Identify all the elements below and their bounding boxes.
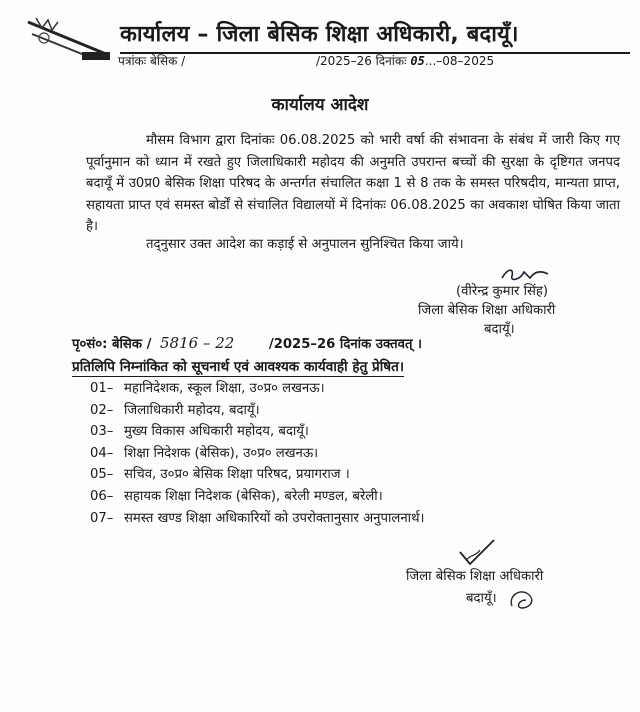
signatory-designation: जिला बेसिक शिक्षा अधिकारी: [418, 303, 556, 318]
compliance-paragraph: तद्नुसार उक्त आदेश का कड़ाई से अनुपालन सुनिश्चित किया जाये।: [146, 237, 464, 252]
tick-signature-icon: [456, 536, 498, 570]
list-item: 05– सचिव, उ०प्र० बेसिक शिक्षा परिषद, प्रयागराज ।: [90, 467, 350, 483]
list-item: 02– जिलाधिकारी महोदय, बदायूँ।: [90, 402, 260, 418]
signature-block: [418, 282, 618, 339]
list-item: 04– शिक्षा निदेशक (बेसिक), उ०प्र० लखनऊ।: [90, 445, 319, 461]
signatory-designation-2: जिला बेसिक शिक्षा अधिकारी: [406, 569, 544, 584]
signatory-place: बदायूँ।: [484, 322, 515, 337]
handwritten-date: 05: [410, 54, 425, 68]
office-title: कार्यालय – जिला बेसिक शिक्षा अधिकारी, बदायूँ।: [120, 18, 630, 54]
copy-intro: प्रतिलिपि निम्नांकित को सूचनार्थ एवं आवश्यक कार्यवाही हेतु प्रेषित।: [72, 356, 404, 377]
list-item: 03– मुख्य विकास अधिकारी महोदय, बदायूँ।: [90, 424, 309, 440]
signatory-name: (वीरेन्द्र कुमार सिंह): [456, 284, 549, 299]
list-item: 01– महानिदेशक, स्कूल शिक्षा, उ०प्र० लखनऊ।: [90, 381, 325, 396]
emblem-icon: [22, 14, 114, 66]
recipient-list: [90, 378, 425, 529]
copy-ref-prefix: पृ०सं०: बेसिक /: [72, 337, 152, 352]
date-suffix: ...–08–2025: [424, 54, 495, 68]
order-paragraph: मौसम विभाग द्वारा दिनांकः 06.08.2025 को भारी वर्षा की संभावना के संबंध में जारी किए गए पूर्वानुमान को ध्यान में रखते हुए जिलाधिकारी महोदय की अनुमति उपरान्त बच्चों की सुरक्षा के दृष्टिगत जनपद बदायूँ में उ0प्र0 बेसिक शिक्षा परिषद के अन्तर्गत संचालित कक्षा 1 से 8 तक के समस्त परिषदीय, मान्यता प्राप्त, सहायता प्राप्त एवं समस्त बोर्डों से संचालित विद्यालयों में दिनांकः 06.08.2025 का अवकाश घोषित किया जाता है।: [86, 133, 620, 234]
copy-ref-suffix: /2025–26 दिनांक उक्तवत् ।: [268, 337, 423, 352]
copy-reference: [72, 334, 422, 352]
order-heading: कार्यालय आदेश: [271, 95, 369, 115]
list-item: 07– समस्त खण्ड शिक्षा अधिकारियों को उपरोक्तानुसार अनुपालनार्थ।: [90, 510, 425, 526]
date-prefix: /2025–26 दिनांकः: [316, 54, 407, 68]
reference-date: [316, 52, 494, 69]
copy-ref-number: 5816 – 22: [159, 334, 235, 352]
signatory-place-2: बदायूँ।: [466, 591, 497, 606]
reference-number: पत्रांकः बेसिक /: [118, 54, 186, 68]
signature-scribble-2: [506, 586, 540, 612]
list-item: 06– सहायक शिक्षा निदेशक (बेसिक), बरेली मण्डल, बरेली।: [90, 488, 383, 504]
